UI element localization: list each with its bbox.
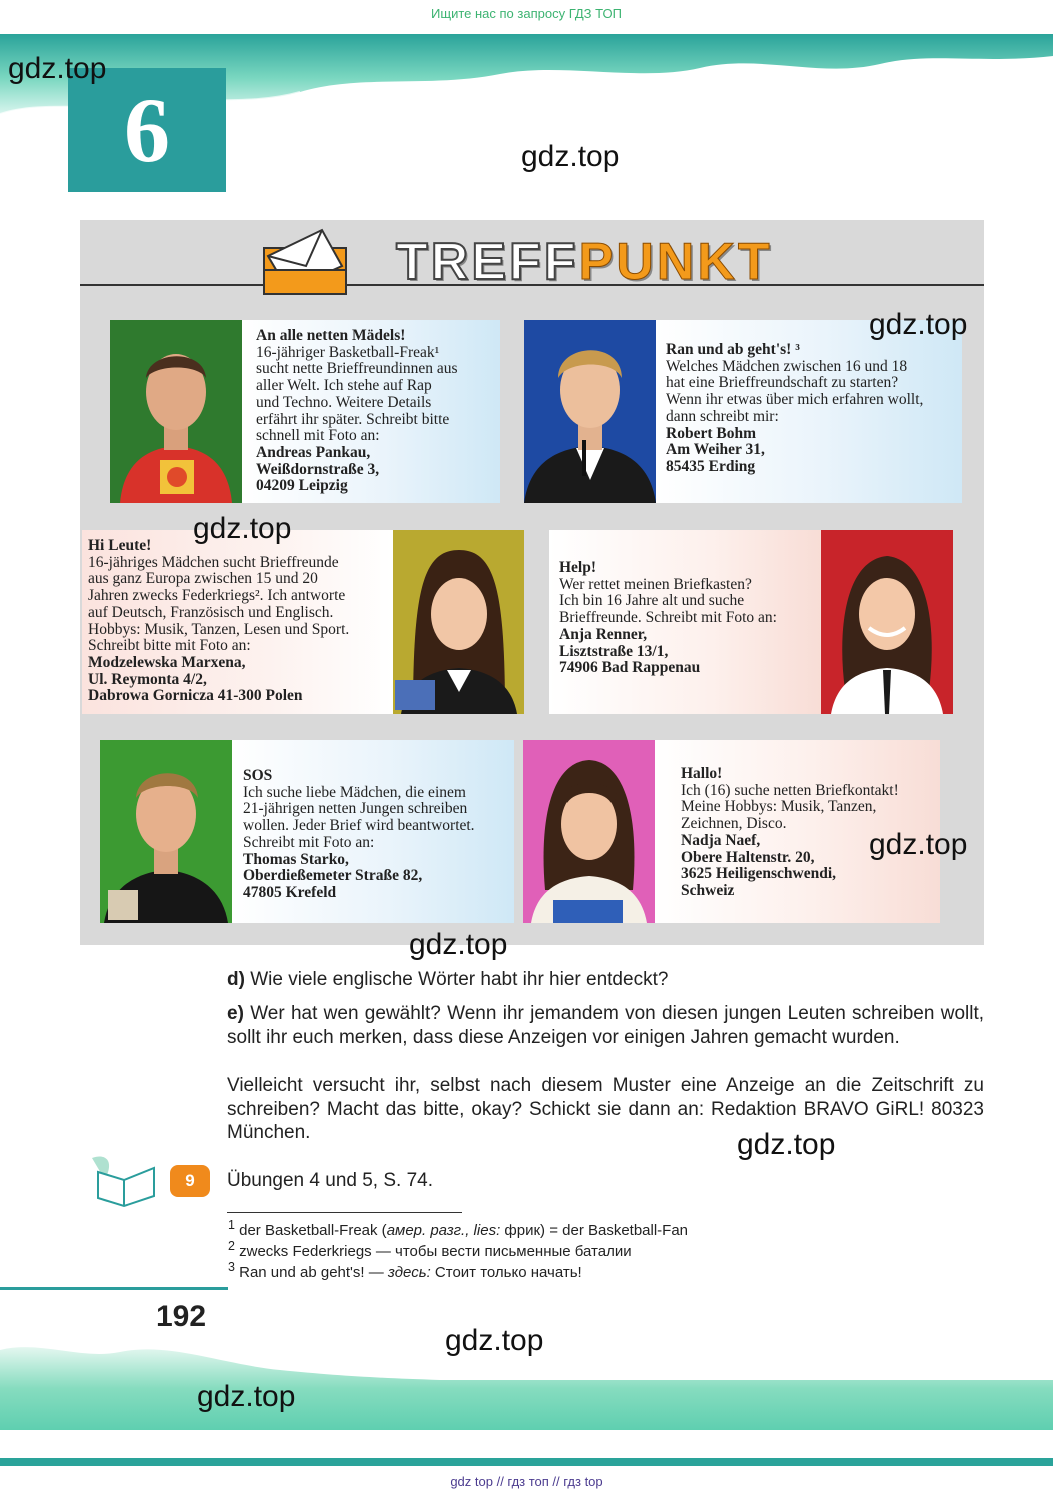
bottom-links[interactable]: gdz top // гдз топ // гдз top (450, 1474, 603, 1489)
photo-marxena (393, 530, 524, 714)
ad-address: Anja Renner, Lisztstraße 13/1, 74906 Bad Rappenau (559, 625, 701, 677)
ad-heading: Help! (559, 559, 597, 576)
task-e (227, 1002, 984, 1049)
watermark: gdz.top (8, 52, 107, 85)
photo-robert (524, 320, 656, 503)
ad-address: Andreas Pankau, Weißdornstraße 3, 04209 Leipzig (256, 443, 380, 495)
watermark: gdz.top (521, 140, 620, 173)
treffpunkt-logo (396, 232, 773, 292)
task-d-label: d) (227, 969, 245, 990)
photo-thomas (100, 740, 232, 923)
exercise-badge: 9 (170, 1165, 210, 1197)
workbook-icon (88, 1150, 160, 1208)
task-d (227, 968, 984, 992)
page-number-rule (0, 1287, 228, 1290)
task-d-text: Wie viele englische Wörter habt ihr hier entdeckt? (250, 969, 669, 990)
ad-heading: Ran und ab geht's! ³ (666, 341, 800, 358)
watermark: gdz.top (197, 1380, 296, 1413)
ad-robert (656, 320, 962, 503)
ad-text: 16-jähriges Mädchen sucht Brieffreunde aus ganz Europa zwischen 15 und 20 Jahren zwecks Federkriegs². Ich antworte auf Deutsch, Französisch und Englisch. Hobbys: Musik, Tanzen, Lesen und Sport. Schreibt bitte mit Foto an: (88, 553, 350, 655)
logo-part-punkt: PUNKT (578, 233, 773, 291)
watermark: gdz.top (193, 512, 292, 545)
task-e-text: Wer hat wen gewählt? Wenn ihr jemandem von diesen jungen Leuten schreiben wollt, sollt ihr euch merken, dass diese Anzeigen vor einigen Jahren gemacht wurden. (227, 1003, 985, 1048)
ad-heading: SOS (243, 767, 273, 784)
exercise-text: Übungen 4 und 5, S. 74. (227, 1170, 433, 1191)
footnote-rule (227, 1212, 462, 1213)
envelope-logo-icon (262, 226, 348, 296)
ad-text: Wer rettet meinen Briefkasten? Ich bin 16 Jahre alt und suche Brieffreunde. Schreibt mit Foto an: (559, 575, 777, 627)
ad-anja (549, 530, 821, 714)
photo-andreas (110, 320, 242, 503)
watermark: gdz.top (737, 1128, 836, 1161)
ad-text: Welches Mädchen zwischen 16 und 18 hat eine Brieffreundschaft zu starten? Wenn ihr etwas über mich erfahren wollt, dann schreibt mir: (666, 357, 924, 425)
chapter-number: 6 (68, 68, 226, 192)
ad-address: Thomas Starko, Oberdießemeter Straße 82, 47805 Krefeld (243, 850, 423, 901)
task-e-continuation: Vielleicht versucht ihr, selbst nach diesem Muster eine Anzeige an die Zeitschrift zu schreiben? Macht das bitte, okay? Schickt sie dann an: Redaktion BRAVO GiRL! 80323 München. (227, 1075, 984, 1143)
footnote-1: $^1$ der Basketball-Freak (амер. разг., lies: фрик) = der Basketball-Fan (228, 1218, 689, 1239)
ad-andreas (242, 320, 500, 503)
footnote-2: $^2$ zwecks Federkriegs — чтобы вести письменные баталии (228, 1239, 632, 1260)
logo-part-treff: TREFF (396, 233, 579, 291)
photo-nadja (523, 740, 655, 923)
ad-text: Ich suche liebe Mädchen, die einem 21-jährigen netten Jungen schreiben wollen. Jeder Brief wird beantwortet. Schreibt mit Foto an: (243, 783, 475, 851)
ad-address: Robert Bohm Am Weiher 31, 85435 Erding (666, 424, 765, 475)
ad-thomas (232, 740, 514, 923)
ad-heading: Hi Leute! (88, 537, 152, 554)
ad-text: Ich (16) suche netten Briefkontakt! Meine Hobbys: Musik, Tanzen, Zeichnen, Disco. (681, 781, 899, 833)
watermark: gdz.top (445, 1324, 544, 1357)
watermark: gdz.top (409, 928, 508, 961)
ad-heading: Hallo! (681, 765, 723, 782)
photo-anja (821, 530, 953, 714)
ad-modzelewska (82, 530, 393, 714)
footnote-3: $^3$ Ran und ab geht's! — здесь: Стоит только начать! (228, 1260, 582, 1281)
watermark: gdz.top (869, 828, 968, 861)
ad-address: Modzelewska Marxena, Ul. Reymonta 4/2, Dabrowa Gornicza 41-300 Polen (88, 653, 303, 705)
search-hint: Ищите нас по запросу ГДЗ ТОП (431, 6, 622, 21)
page-number: 192 (156, 1300, 207, 1333)
ad-text: 16-jähriger Basketball-Freak¹ sucht nette Brieffreundinnen aus aller Welt. Ich stehe auf Rap und Techno. Weitere Details erfährt ihr später. Schreibt bitte schnell mit Foto an: (256, 343, 458, 445)
task-e-label: e) (227, 1003, 244, 1024)
ad-heading: An alle netten Mädels! (256, 327, 406, 344)
watermark: gdz.top (869, 308, 968, 341)
ad-address: Nadja Naef, Obere Haltenstr. 20, 3625 Heiligenschwendi, Schweiz (681, 831, 837, 899)
